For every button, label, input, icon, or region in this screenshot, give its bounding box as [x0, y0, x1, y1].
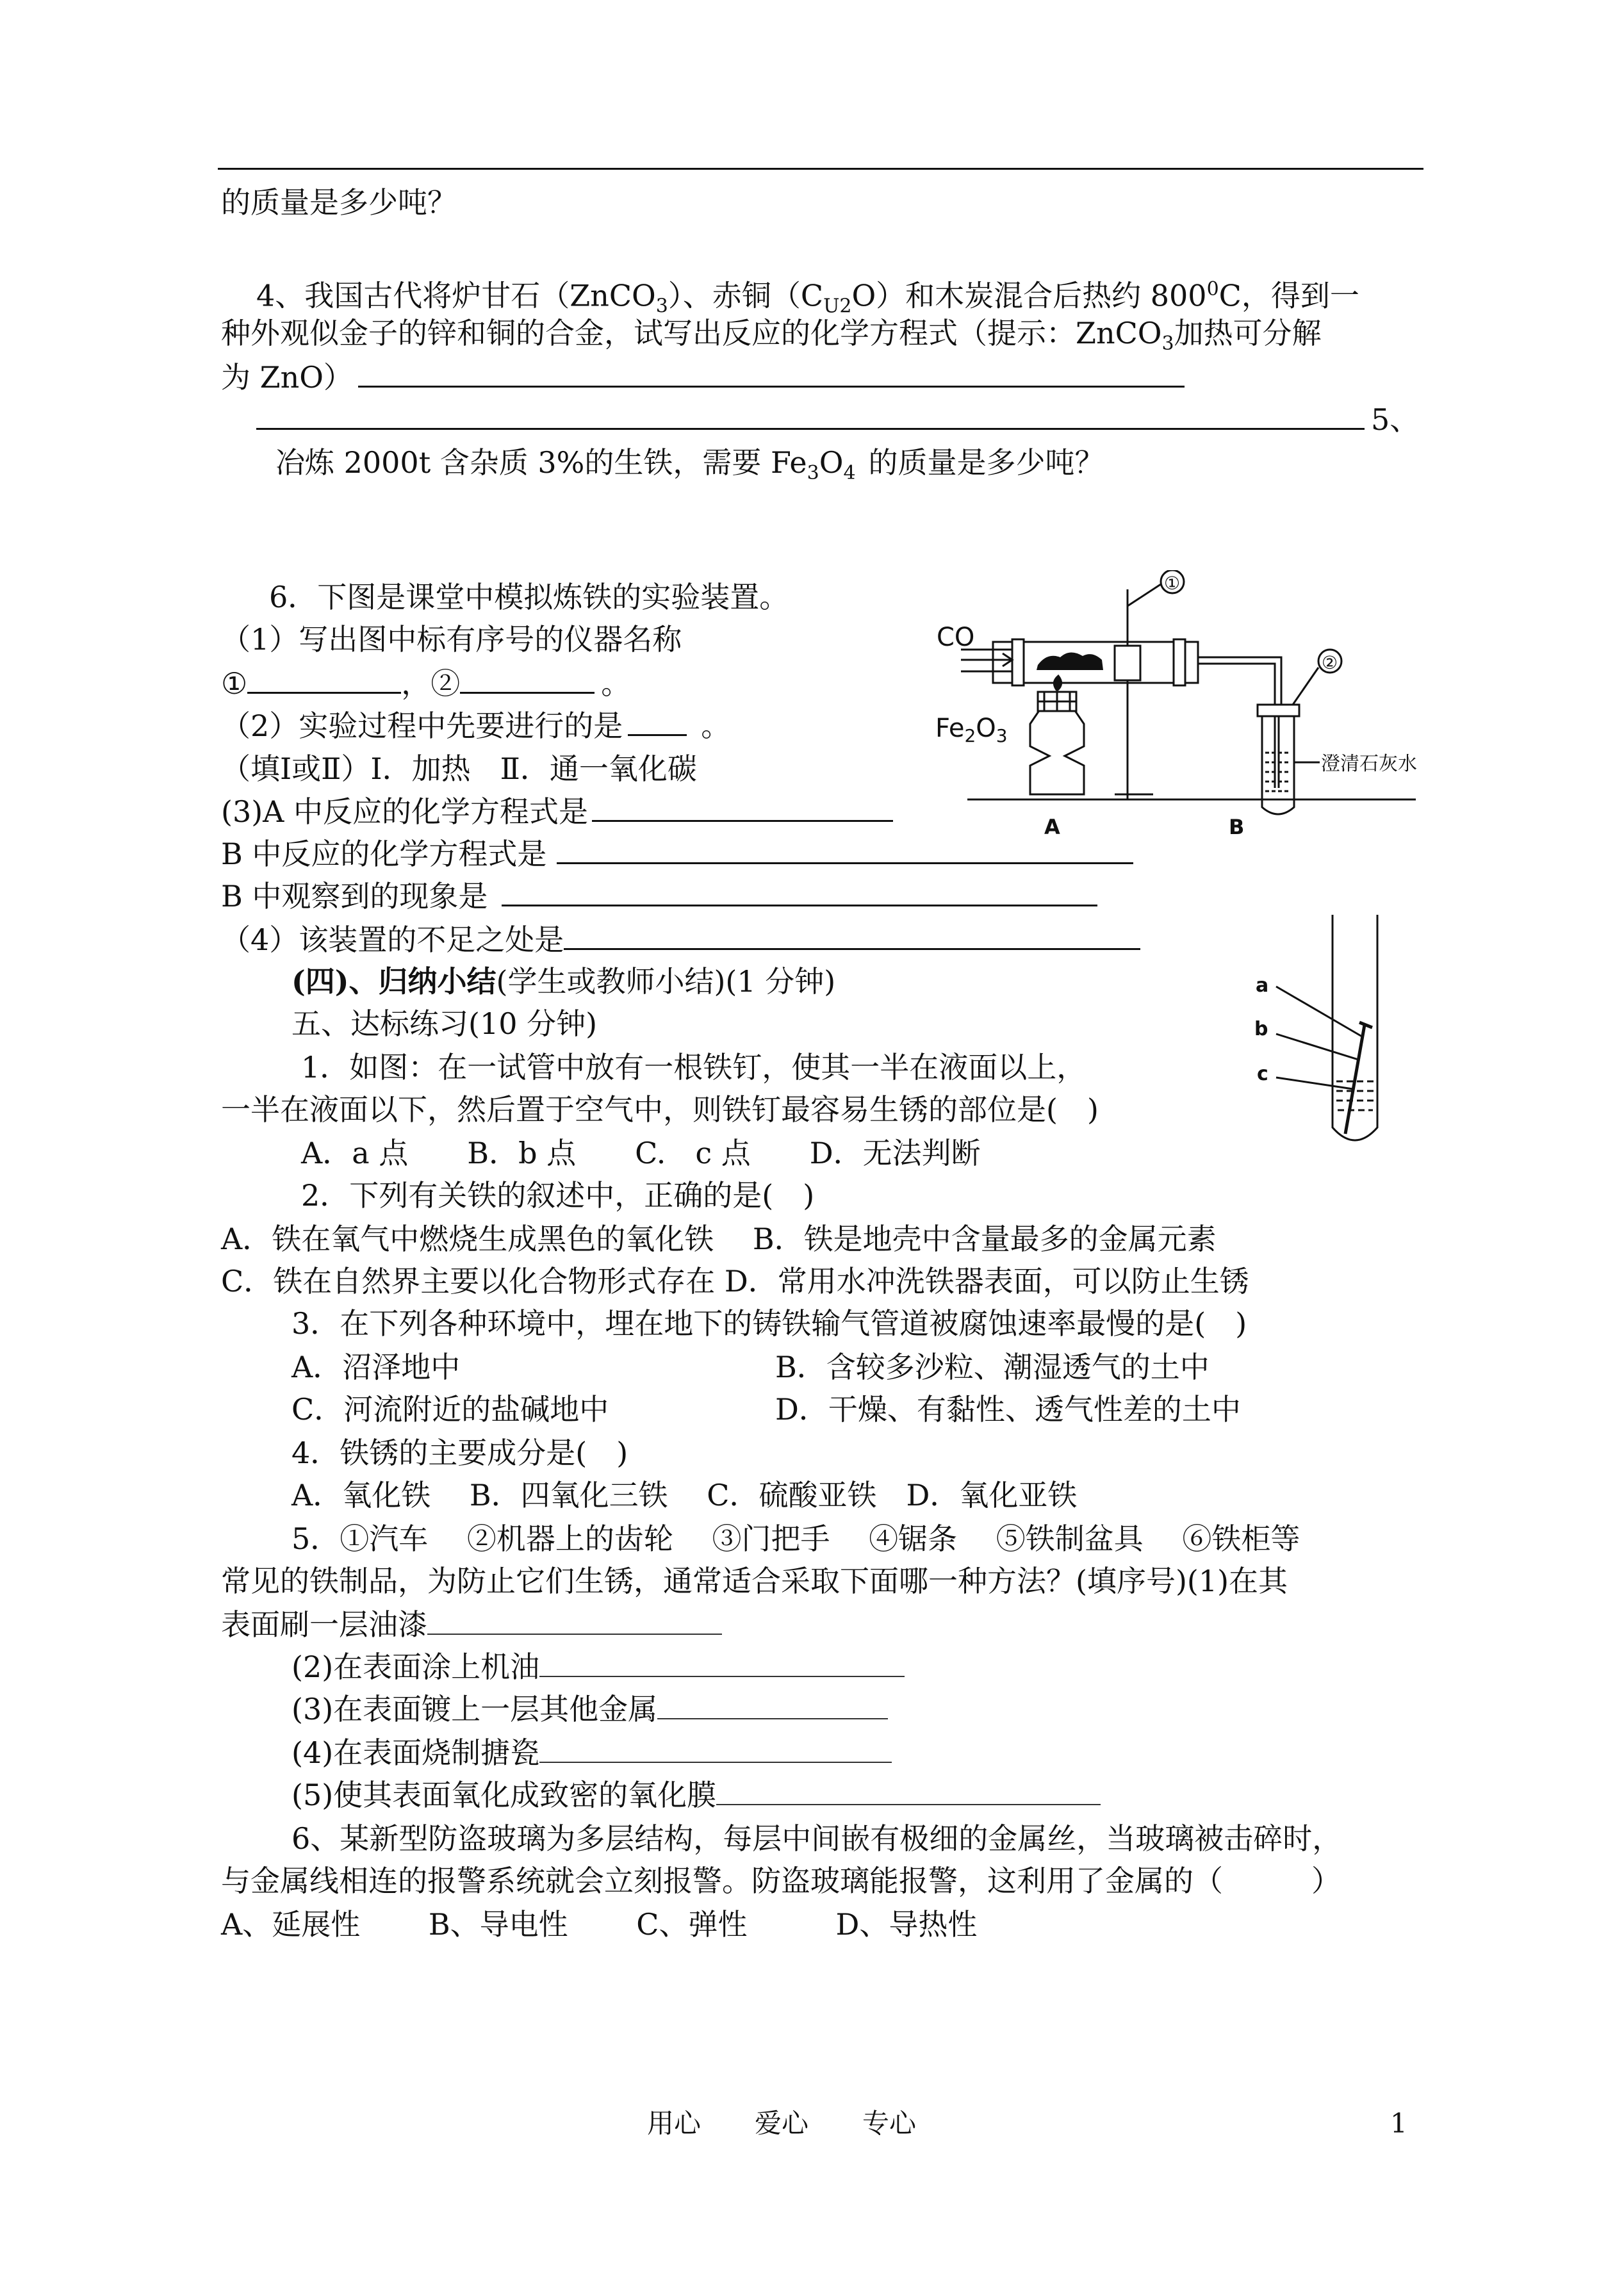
q5-blank-5[interactable] [716, 1776, 1101, 1805]
q6-blank-1[interactable] [247, 664, 401, 694]
q5-blank-3[interactable] [657, 1690, 888, 1719]
practice-q2: 2．下列有关铁的叙述中，正确的是( ) [301, 1178, 815, 1213]
iron-nail-test-tube-diagram [1249, 910, 1416, 1166]
q6-part-4: （4）该装置的不足之处是 [221, 920, 1140, 959]
page-number: 1 [1390, 2108, 1407, 2139]
practice-q5-s3: (3)在表面镀上一层其他金属 [291, 1690, 888, 1728]
practice-q2-cd: C．铁在自然界主要以化合物形式存在 D．常用水冲洗铁器表面，可以防止生锈 [221, 1264, 1249, 1299]
q6-part-2: （2）实验过程中先要进行的是 。 [221, 706, 730, 745]
q6-blank-6[interactable] [502, 876, 1097, 906]
summary-heading: (四)、归纳小结(学生或教师小结)(1 分钟) [291, 964, 836, 999]
q4-line-2: 种外观似金子的锌和铜的合金，试写出反应的化学方程式（提示：ZnCO$_3$加热可分解 [221, 316, 1322, 356]
q4-line-3: 为 ZnO） [221, 357, 1185, 397]
practice-q5-line-3: 表面刷一层油漆 [221, 1605, 722, 1644]
practice-q3-d: D．干燥、有黏性、透气性差的土中 [775, 1392, 1241, 1427]
q5-blank-2[interactable] [539, 1648, 905, 1677]
q6-intro: 6．下图是课堂中模拟炼铁的实验装置。 [269, 580, 789, 614]
practice-q3-a: A．沼泽地中 [291, 1350, 461, 1384]
practice-q6-line-1: 6、某新型防盗玻璃为多层结构，每层中间嵌有极细的金属丝，当玻璃被击碎时， [291, 1821, 1342, 1856]
practice-q5-s2: (2)在表面涂上机油 [291, 1648, 905, 1686]
label-circle-2: ② [1322, 652, 1338, 673]
alcohol-lamp [1030, 708, 1084, 794]
practice-q4: 4．铁锈的主要成分是( ) [291, 1436, 628, 1470]
q6-part-1: （1）写出图中标有序号的仪器名称 [221, 622, 682, 657]
q6-blank-4[interactable] [592, 792, 893, 822]
practice-q5-line-1: 5．①汽车 ②机器上的齿轮 ③门把手 ④锯条 ⑤铁制盆具 ⑥铁柜等 [291, 1521, 1300, 1556]
label-b: B [1229, 815, 1245, 839]
q6-blank-3[interactable] [628, 706, 687, 736]
practice-q1-options: A．a 点 B．b 点 C. c 点 D．无法判断 [301, 1136, 981, 1170]
q6-blank-7[interactable] [564, 920, 1140, 950]
practice-q1-line-2: 一半在液面以下，然后置于空气中，则铁钉最容易生锈的部位是( ) [221, 1092, 1099, 1127]
q5-blank-1[interactable] [427, 1605, 722, 1635]
nail-label-b: b [1254, 1018, 1268, 1040]
q6-blank-2[interactable] [460, 664, 595, 694]
q6-part-2-options: （填Ⅰ或Ⅱ）Ⅰ．加热 Ⅱ．通一氧化碳 [221, 751, 697, 786]
practice-q2-ab: A．铁在氧气中燃烧生成黑色的氧化铁 B．铁是地壳中含量最多的金属元素 [221, 1222, 1217, 1256]
practice-q3-c: C．河流附近的盐碱地中 [291, 1392, 609, 1427]
iron-nail [1345, 1025, 1365, 1134]
practice-q5-s5: (5)使其表面氧化成致密的氧化膜 [291, 1776, 1101, 1814]
practice-q6-line-2: 与金属线相连的报警系统就会立刻报警。防盗玻璃能报警，这利用了金属的（ ） [221, 1864, 1341, 1898]
header-rule [218, 168, 1423, 170]
q4-line-1: 4、我国古代将炉甘石（ZnCO$_3$）、赤铜$(C_{U2}O)$和木炭混合后热约 $800^0C$，得到一 [256, 278, 1359, 318]
q6-part-3c: B 中观察到的现象是 [221, 876, 1097, 915]
practice-q4-options: A．氧化铁 B．四氧化三铁 C．硫酸亚铁 D．氧化亚铁 [291, 1478, 1078, 1512]
co-label: CO [937, 623, 975, 652]
continuation-text: 的质量是多少吨？ [221, 185, 457, 220]
practice-q6-options: A、延展性 B、导电性 C、弹性 D、导热性 [221, 1907, 978, 1942]
nail-label-a: a [1256, 974, 1269, 997]
q4-answer-blank-1[interactable] [358, 357, 1185, 388]
q4-line-4: 5、 [256, 400, 1419, 439]
practice-q5-line-2: 常见的铁制品，为防止它们生锈，通常适合采取下面哪一种方法？(填序号)(1)在其 [221, 1564, 1288, 1598]
q6-part-3a: (3)A 中反应的化学方程式是 [221, 792, 893, 831]
practice-q3: 3．在下列各种环境中，埋在地下的铸铁输气管道被腐蚀速率最慢的是( ) [291, 1306, 1247, 1341]
label-circle-1: ① [1164, 573, 1181, 594]
q5-blank-4[interactable] [539, 1733, 892, 1763]
footer-motto: 用心 爱心 专心 [647, 2108, 917, 2139]
practice-heading: 五、达标练习(10 分钟) [291, 1006, 598, 1041]
practice-q5-s4: (4)在表面烧制搪瓷 [291, 1733, 892, 1772]
ironmaking-apparatus-diagram [923, 570, 1422, 852]
q6-part-1-answers: ① ，② 。 [221, 664, 630, 703]
label-a: A [1044, 815, 1060, 839]
fe2o3-label: $Fe_2O_3$ [935, 714, 1008, 746]
nail-label-c: c [1257, 1063, 1268, 1085]
practice-q1-line-1: 1．如图：在一试管中放有一根铁钉，使其一半在液面以上， [301, 1050, 1087, 1085]
practice-q3-b: B．含较多沙粒、潮湿透气的土中 [775, 1350, 1210, 1384]
limewater-label: 澄清石灰水 [1321, 753, 1417, 775]
q6-part-3b: B 中反应的化学方程式是 [221, 834, 1133, 873]
q5-line: 冶炼 2000t 含杂质 3%的生铁，需要 $Fe_3O_4$ 的质量是多少吨？ [275, 445, 1104, 485]
q4-answer-blank-2[interactable] [256, 400, 1365, 430]
